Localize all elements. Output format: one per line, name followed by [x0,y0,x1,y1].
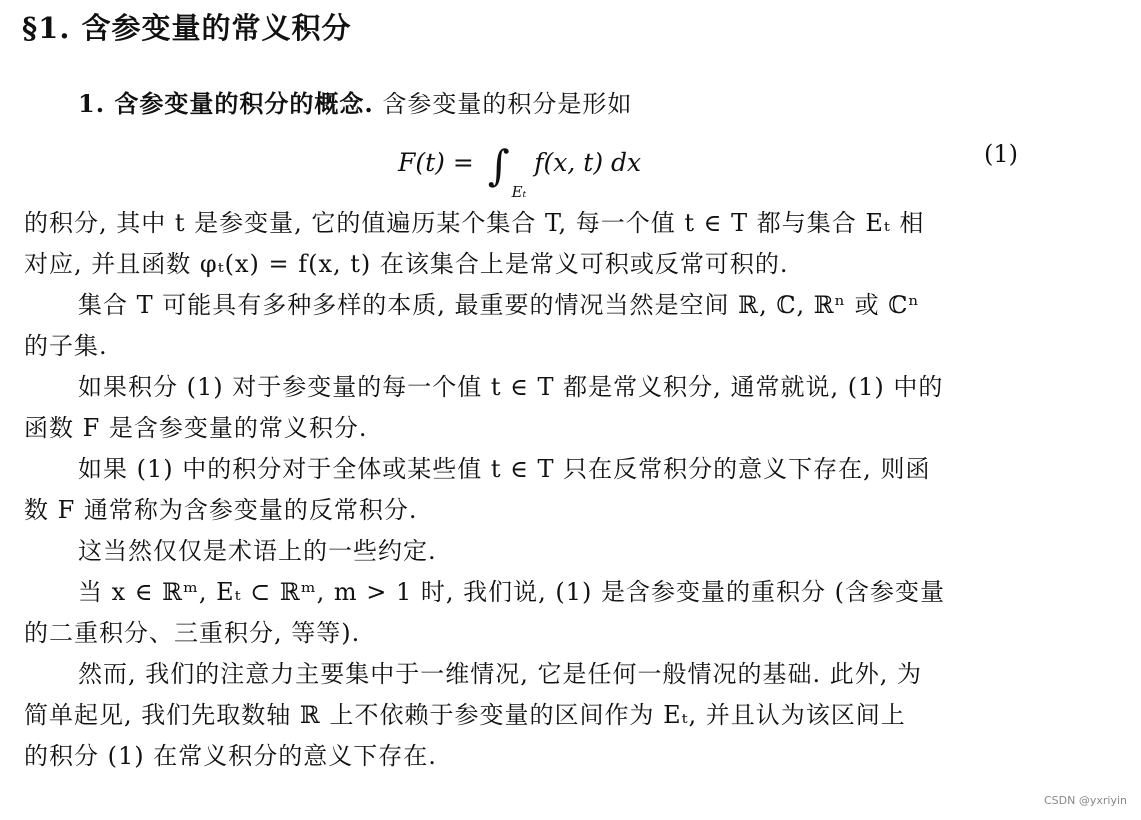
text-line: 集合 T 可能具有多种多样的本质, 最重要的情况当然是空间 ℝ, ℂ, ℝⁿ 或 ℂⁿ [78,291,920,319]
text-line: 的积分, 其中 t 是参变量, 它的值遍历某个集合 T, 每一个值 t ∈ T 都与集合 Eₜ 相 [24,209,925,237]
section-title: §1. 含参变量的常义积分 [22,11,352,45]
formula-integrand: f(x, t) dx [534,148,642,177]
text-line: 简单起见, 我们先取数轴 ℝ 上不依赖于参变量的区间作为 Eₜ, 并且认为该区间上 [24,701,906,729]
text-line: 如果积分 (1) 对于参变量的每一个值 t ∈ T 都是常义积分, 通常就说, (1) 中的 [78,373,944,401]
text-line: 函数 F 是含参变量的常义积分. [24,414,368,442]
text-line: 这当然仅仅是术语上的一些约定. [78,537,437,565]
text-line: 的二重积分、三重积分, 等等). [24,619,361,647]
equation-number: (1) [984,140,1018,168]
text-line: 的积分 (1) 在常义积分的意义下存在. [24,742,437,770]
watermark: CSDN @yxriyin [1044,794,1127,807]
integral-subscript: Eₜ [511,183,527,201]
paragraph-1-text: 含参变量的积分是形如 [382,90,633,118]
integral-symbol: ∫ [487,141,510,190]
paragraph-1-first-line [78,84,632,119]
text-line: 如果 (1) 中的积分对于全体或某些值 t ∈ T 只在反常积分的意义下存在, 则函 [78,455,931,483]
text-line: 对应, 并且函数 φₜ(x) = f(x, t) 在该集合上是常义可积或反常可积的. [24,250,789,278]
text-line: 当 x ∈ ℝᵐ, Eₜ ⊂ ℝᵐ, m > 1 时, 我们说, (1) 是含参变量的重积分 (含参变量 [78,578,945,606]
paragraph-1-heading: 1. 含参变量的积分的概念. [78,89,374,118]
integral-formula [398,132,642,201]
text-line: 数 F 通常称为含参变量的反常积分. [24,496,418,524]
text-line: 然而, 我们的注意力主要集中于一维情况, 它是任何一般情况的基础. 此外, 为 [78,660,923,688]
text-line: 的子集. [24,332,108,360]
formula-lhs: F(t) = [398,148,482,177]
